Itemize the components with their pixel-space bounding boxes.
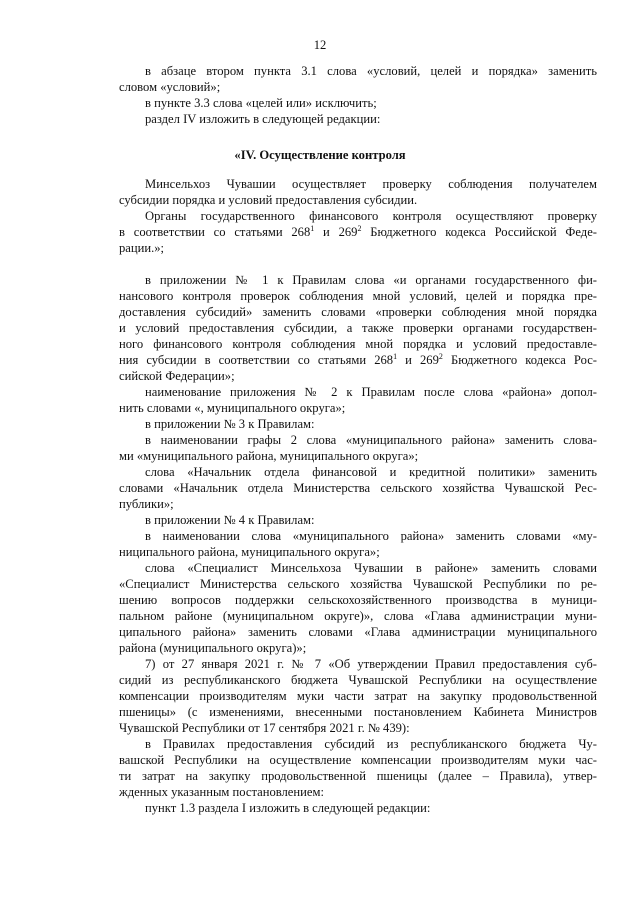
text-line: ми «муниципального района, муниципального округа»;: [119, 449, 419, 463]
text-line: в приложении № 3 к Правилам:: [145, 417, 315, 431]
text-line: в пункте 3.3 слова «целей или» исключить;: [145, 96, 377, 110]
text-line: ниципального района, муниципального округа»;: [119, 545, 380, 559]
text-line: вашской Республики на осуществление компенсации производителям муки час-: [119, 753, 597, 767]
text-line: района (муниципального округа)»;: [119, 641, 307, 655]
footnote-superscript: 1: [393, 352, 398, 361]
text-line: Минсельхоз Чувашии осуществляет проверку соблюдения получателем: [145, 177, 597, 191]
text-line: и условий предоставления субсидии, а также проверки органами государствен-: [119, 321, 597, 335]
text-line: пункт 1.3 раздела I изложить в следующей редакции:: [145, 801, 431, 815]
text-line: наименование приложения № 2 к Правилам после слова «района» допол-: [145, 385, 597, 399]
text-line: словом «условий»;: [119, 80, 221, 94]
footnote-superscript: 1: [310, 224, 315, 233]
text-line: пшеницы» (с изменениями, внесенными постановлением Кабинета Министров: [119, 705, 597, 719]
text-line: в приложении № 1 к Правилам слова «и органами государственного фи-: [145, 273, 597, 287]
text-line: ного финансового контроля соблюдения мной порядка и условий предоставле-: [119, 337, 597, 351]
text-line: Органы государственного финансового контроля осуществляют проверку: [145, 209, 597, 223]
text-line: субсидии порядка и условий предоставления субсидии.: [119, 193, 418, 207]
text-line: в наименовании слова «муниципального района» заменить словами «му-: [145, 529, 597, 543]
text-line: компенсации производителям муки части затрат на закупку продовольственной: [119, 689, 597, 703]
text-line: в Правилах предоставления субсидий из республиканского бюджета Чу-: [145, 737, 597, 751]
text-line: словами «Начальник отдела Министерства сельского хозяйства Чувашской Рес-: [119, 481, 597, 495]
text-line: в приложении № 4 к Правилам:: [145, 513, 315, 527]
text-line: ния субсидии в соответствии со статьями $268^1$ и $269^2$ Бюджетного кодекса Рос-: [119, 352, 597, 367]
page-number: 12: [313, 38, 327, 52]
text-line: нансового контроля проверок соблюдения мной условий, целей и порядка пре-: [119, 289, 597, 303]
footnote-superscript: 2: [357, 224, 362, 233]
text-line: слова «Начальник отдела финансовой и кредитной политики» заменить: [145, 465, 597, 479]
text-line: доставления субсидий» заменить словами «проверки соблюдения мной порядка: [119, 305, 597, 319]
text-line: в наименовании графы 2 слова «муниципального района» заменить слова-: [145, 433, 597, 447]
text-line: Чувашской Республики от 17 сентября 2021 г. № 439):: [119, 721, 410, 735]
text-line: в соответствии со статьями $268^1$ и $269^2$ Бюджетного кодекса Российской Феде-: [119, 224, 597, 239]
text-line: раздел IV изложить в следующей редакции:: [145, 112, 381, 126]
text-line: слова «Специалист Минсельхоза Чувашии в районе» заменить словами: [145, 561, 597, 575]
text-line: шению вопросов поддержки сельскохозяйственного производства в муници-: [119, 593, 597, 607]
text-line: ципального района» заменить словами «Глава администрации муниципального: [119, 625, 597, 639]
text-line: сийской Федерации»;: [119, 369, 235, 383]
text-line: нить словами «, муниципального округа»;: [119, 401, 346, 415]
text-line: рации.»;: [119, 241, 165, 255]
section-heading: «IV. Осуществление контроля: [234, 148, 406, 162]
text-line: пальном районе (муниципальном округе)», слова «Глава администрации муни-: [119, 609, 597, 623]
footnote-superscript: 2: [438, 352, 443, 361]
text-line: в абзаце втором пункта 3.1 слова «условий, целей и порядка» заменить: [145, 64, 597, 78]
text-line: ти затрат на закупку продовольственной пшеницы (далее – Правила), утвер-: [119, 769, 597, 783]
text-line: жденных указанным постановлением:: [119, 785, 324, 799]
text-line: сидий из республиканского бюджета Чувашской Республики на осуществление: [119, 673, 597, 687]
text-line: 7) от 27 января 2021 г. № 7 «Об утверждении Правил предоставления суб-: [145, 657, 597, 671]
text-line: публики»;: [119, 497, 174, 511]
text-line: «Специалист Министерства сельского хозяйства Чувашской Республики по ре-: [119, 577, 597, 591]
